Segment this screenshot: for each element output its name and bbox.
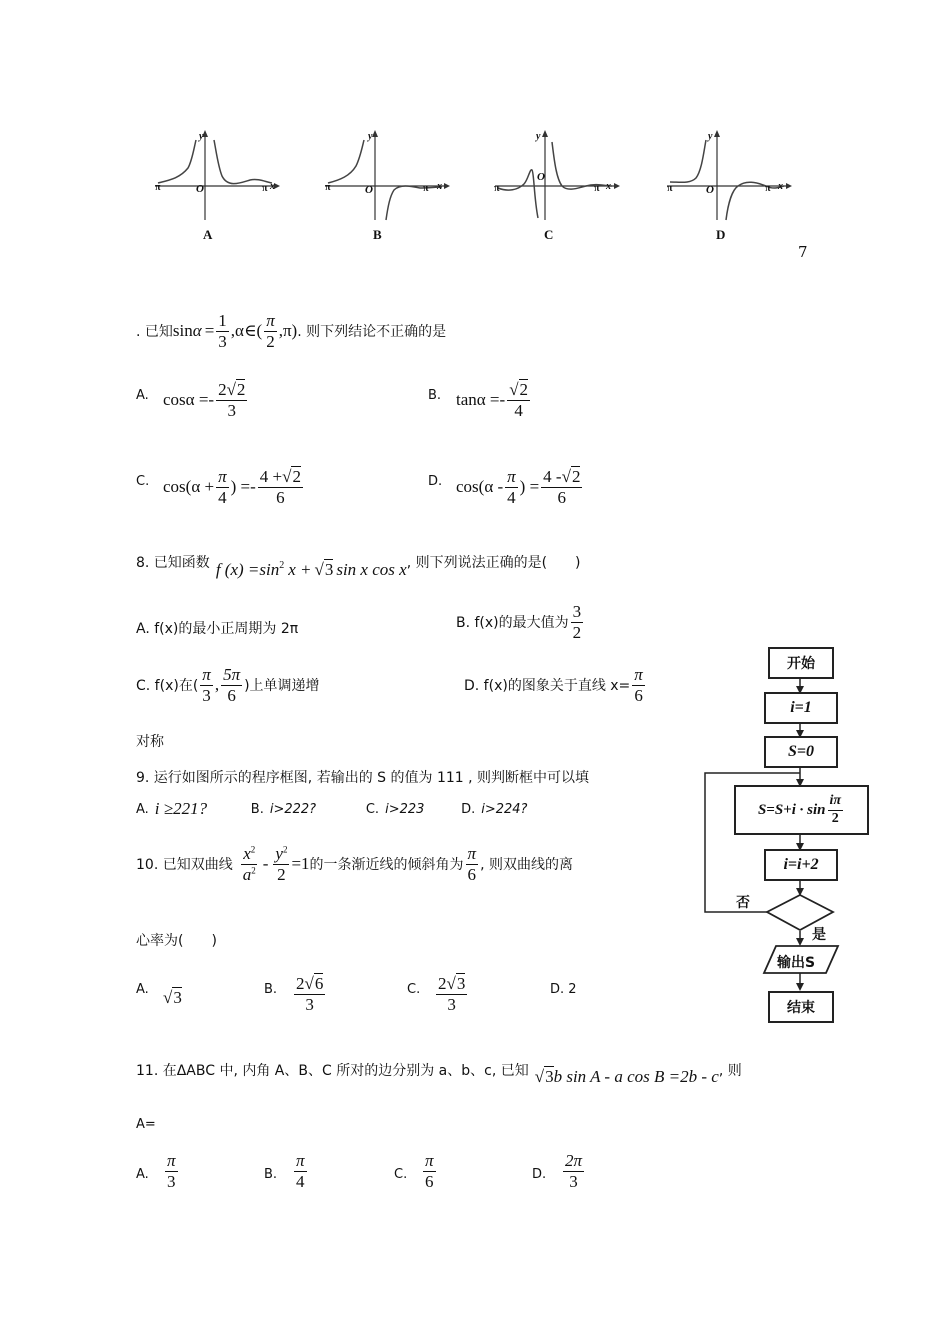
graph-a-origin: O <box>196 183 204 195</box>
q9-option-a-label: A. <box>136 801 149 817</box>
graph-b-y: y <box>368 131 373 142</box>
flowchart-no-label: 否 <box>736 895 750 911</box>
graph-c-y: y <box>536 131 541 142</box>
q7-option-b: tanα =- $\frac{√2}{4}$ <box>456 380 529 420</box>
q7-frac: $\frac{1}{3}$ <box>218 311 227 351</box>
q7-stem <box>136 312 446 351</box>
q10-stem: 10. 已知双曲线 $\frac{x^2}{a^2}$ - $\frac{y^2}{2}$ =1 的一条渐近线的倾斜角为 $\frac{\pi}{6}$ , 则双曲线的离 <box>136 844 573 884</box>
q11-stem-line2: A= <box>136 1117 156 1132</box>
q9-option-b-label: B. <box>250 801 264 817</box>
q7-range-close: ,π) <box>278 321 298 341</box>
flowchart-update-i: i=i+2 <box>764 849 838 881</box>
graph-d <box>662 128 792 223</box>
graph-a-label: A <box>203 227 213 242</box>
flowchart-init-s: S=0 <box>764 736 838 768</box>
q7-eq: = <box>204 321 215 341</box>
graph-b-pi-right: π <box>423 183 429 194</box>
graph-b-x: x <box>437 181 442 192</box>
q11-option-b: $\frac{\pi}{4}$ <box>296 1151 305 1191</box>
q11-option-a-label: A. <box>136 1167 149 1182</box>
q10-option-b-label: B. <box>264 982 278 997</box>
q8-prefix: 8. 已知函数 <box>136 555 210 571</box>
graph-a-pi-right: π <box>262 183 268 194</box>
graph-b-origin: O <box>365 184 373 196</box>
graph-d-pi-right: π <box>765 183 771 194</box>
graph-a <box>150 128 280 223</box>
graph-d-x: x <box>778 181 783 192</box>
q9-option-d-label: D. <box>461 801 476 817</box>
graph-c-pi-right: π <box>594 183 600 194</box>
q8-option-b: B. f(x)的最大值为 $\frac{3}{2}$ <box>456 602 582 642</box>
graph-d-y: y <box>708 131 713 142</box>
flowchart-end: 结束 <box>768 991 834 1023</box>
flowchart-output: 输出S <box>777 955 816 971</box>
graph-b-pi-left: π <box>325 182 331 193</box>
q11-option-b-label: B. <box>264 1167 278 1182</box>
q7-alpha: α <box>192 321 202 341</box>
q9-option-d: i>224? <box>481 801 528 817</box>
q11-option-c: $\frac{\pi}{6}$ <box>425 1151 434 1191</box>
q11-option-a: $\frac{\pi}{3}$ <box>167 1151 176 1191</box>
q8-option-a: A. f(x)的最小正周期为 2π <box>136 621 299 637</box>
graph-c-pi-left: π <box>494 183 500 194</box>
q8-stem: 8. 已知函数 f (x) =sin $^2$ x + √3 sin x cos x , 则下列说法正确的是( ) <box>136 544 581 580</box>
q7-sin: sin <box>172 321 193 341</box>
q10-option-a-label: A. <box>136 982 149 997</box>
q9-option-c-label: C. <box>365 801 380 817</box>
graph-d-pi-left: π <box>667 183 673 194</box>
graph-a-pi-left: π <box>155 182 161 193</box>
q7-prefix: . 已知 <box>136 324 173 341</box>
q7-option-a-label: A. <box>136 388 149 403</box>
graph-c-origin: O <box>537 171 545 183</box>
q9-option-c: i>223 <box>385 801 425 817</box>
flowchart-yes-label: 是 <box>812 927 826 943</box>
q7-option-b-label: B. <box>428 388 442 403</box>
q11-option-d: $\frac{2\pi}{3}$ <box>565 1151 583 1191</box>
q7-option-c: cos(α + $\frac{\pi}{4}$ ) =- $\frac{4 +√2}{6}$ <box>163 467 301 507</box>
q11-stem: 11. 在ΔABC 中, 内角 A、B、C 所对的边分别为 a、b、c, 已知 √3 b sin A - a cos B =2b - c , 则 <box>136 1063 742 1086</box>
flowchart-init-i: i=1 <box>764 692 838 724</box>
q7-option-d-label: D. <box>428 474 443 489</box>
q10-option-c: $\frac{2√3}{3}$ <box>438 974 466 1014</box>
q9-option-b: i>222? <box>269 801 317 817</box>
graph-b-label: B <box>373 227 382 242</box>
q7-range-open: ,α∈( <box>230 321 263 341</box>
q8-option-c: C. f(x)在( $\frac{\pi}{3}$ , $\frac{5\pi}{6}$ )上单调递增 <box>136 665 320 705</box>
q9-stem: 9. 运行如图所示的程序框图, 若输出的 S 的值为 111 , 则判断框中可以填 <box>136 770 590 786</box>
graph-c <box>490 128 620 223</box>
q10-option-d: D. 2 <box>550 982 577 997</box>
q7-number: 7 <box>798 243 808 261</box>
flowchart-start: 开始 <box>768 647 834 679</box>
q9-option-a: i ≥221? <box>154 799 208 818</box>
q7-suffix: . 则下列结论不正确的是 <box>297 324 447 341</box>
q11-option-c-label: C. <box>394 1167 408 1182</box>
graph-a-y: y <box>199 131 204 142</box>
q10-option-a: √3 <box>163 988 182 1007</box>
graph-b <box>320 128 450 223</box>
q7-option-a: cosα =- $\frac{2√2}{3}$ <box>163 380 246 420</box>
q10-option-b: $\frac{2√6}{3}$ <box>296 974 324 1014</box>
graph-a-x: x <box>270 181 275 192</box>
q8-option-d: D. f(x)的图象关于直线 x= $\frac{\pi}{6}$ <box>464 665 643 705</box>
graph-c-x: x <box>606 181 611 192</box>
graph-c-label: C <box>544 227 554 242</box>
q11-option-d-label: D. <box>532 1167 547 1182</box>
q7-range-frac: $\frac{\pi}{2}$ <box>266 311 275 351</box>
q7-option-d: cos(α - $\frac{\pi}{4}$ ) = $\frac{4 -√2}{6}$ <box>456 467 581 507</box>
graph-d-label: D <box>716 227 726 242</box>
q10-stem-line2: 心率为( ) <box>136 933 217 949</box>
q7-option-c-label: C. <box>136 474 150 489</box>
graph-d-origin: O <box>706 184 714 196</box>
q9-options <box>136 799 527 819</box>
q8-option-d-tail: 对称 <box>136 734 164 750</box>
q10-option-c-label: C. <box>407 982 421 997</box>
flowchart-update-s: S=S+i · sin $\frac{i\pi}{2}$ <box>734 785 869 835</box>
